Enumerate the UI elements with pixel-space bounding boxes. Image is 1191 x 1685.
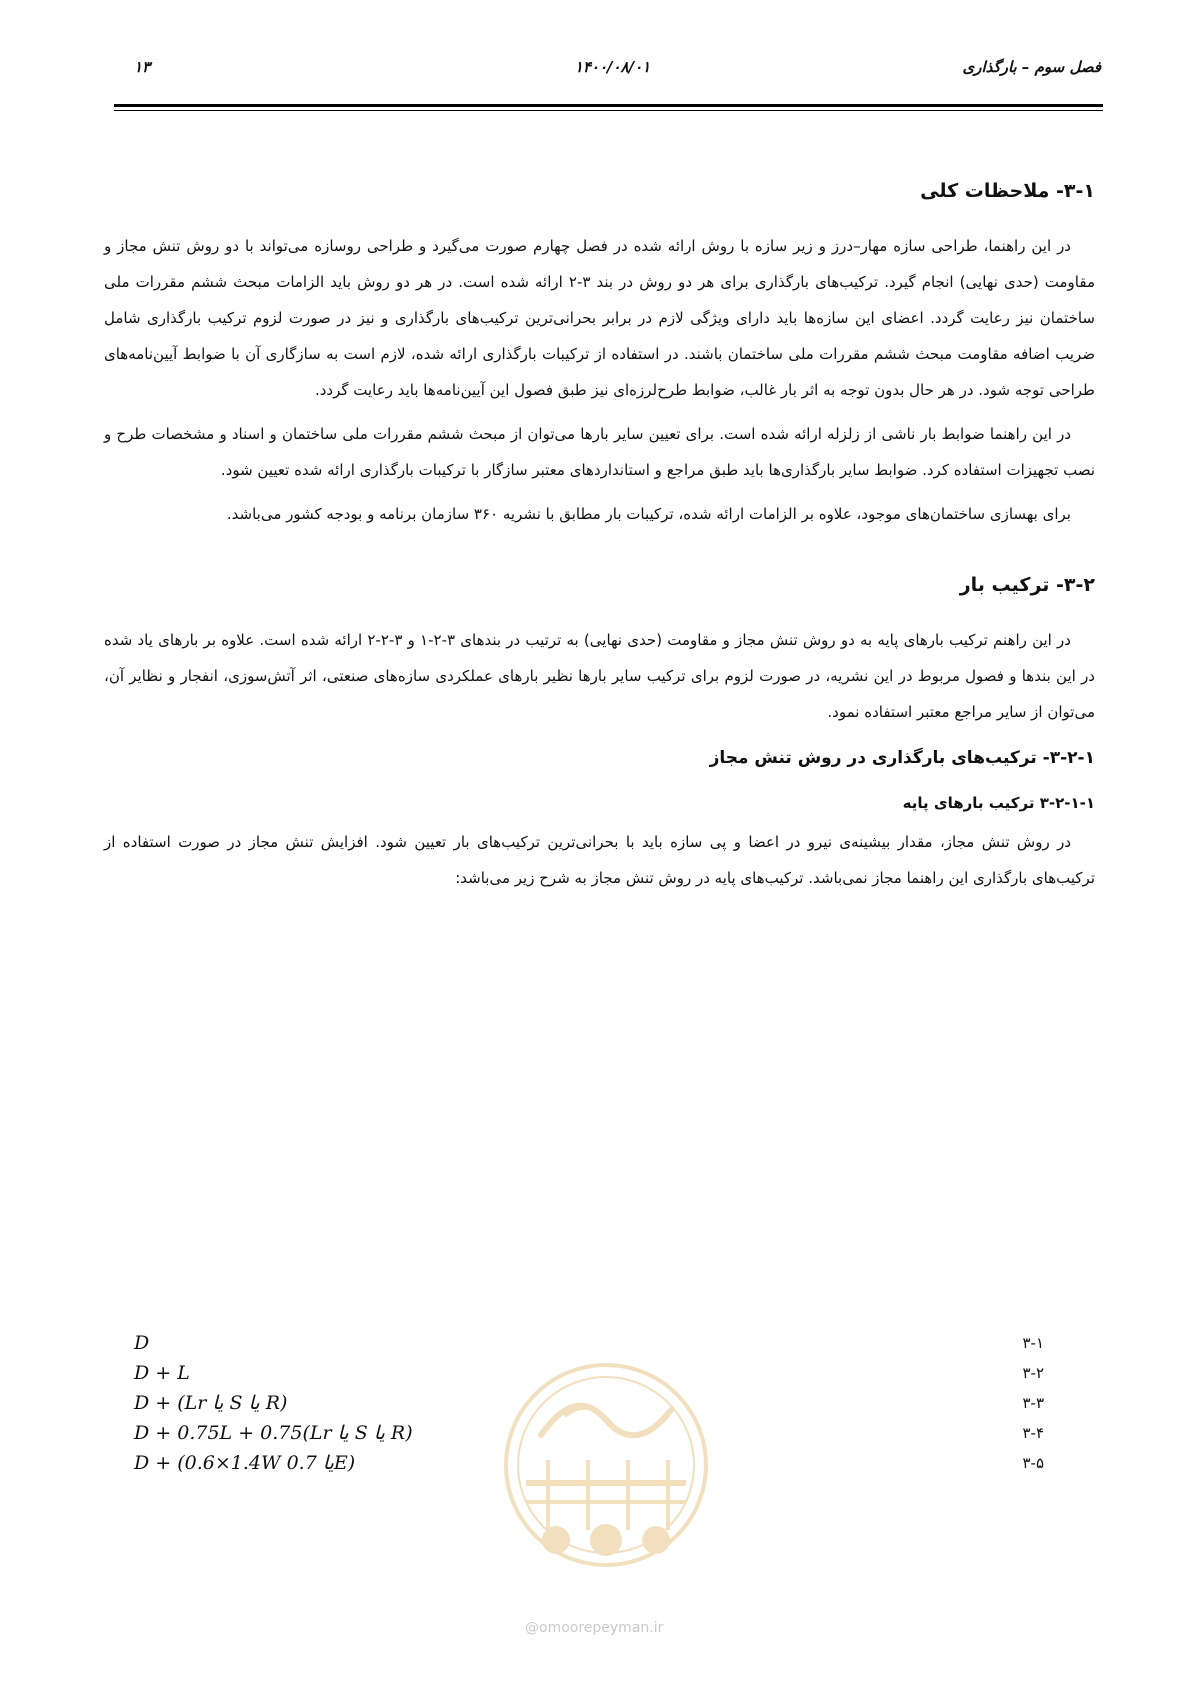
equation-number: ۳-۱ [1022, 1334, 1044, 1352]
section-heading-load-combination: ۳-۲- ترکیب بار [959, 574, 1095, 596]
paragraph: در این راهنما، طراحی سازه مهار–درز و زیر سازه با روش ارائه شده در فصل چهارم صورت می‌گیرد و طراحی روسازه می‌تواند با دو روش تنش مجاز و مقاومت (حدی نهایی) انجام گیرد. ترکیب‌های بارگذاری برای هر دو روش در بند ۳-۲ ارائه شده است. در هر دو روش باید الزامات مبحث ششم مقررات ملی ساختمان نیز رعایت گردد. اعضای این سازه‌ها باید دارای ویژگی لازم در برابر بحرانی‌ترین ترکیب‌های بارگذاری و نیز در صورت لزوم ترکیب بارگذاری شامل ضریب اضافه مقاومت مبحث ششم مقررات ملی ساختمان باشند. در استفاده از ترکیبات بارگذاری ارائه شده، لازم است به سازگاری آن با ضوابط آیین‌نامه‌های طراحی توجه شود. در هر حال بدون توجه به اثر بار غالب، ضوابط طرح‌لرزه‌ای نیز طبق فصول این آیین‌نامه‌ها باید رعایت گردد. [104, 237, 1095, 399]
paragraph: در این راهنم ترکیب بارهای پایه به دو روش تنش مجاز و مقاومت (حدی نهایی) به ترتیب در بندهای ۳-۲-۱ و ۳-۲-۲ ارائه شده است. علاوه بر بارهای یاد شده در این بندها و فصول مربوط در این نشریه، در صورت لزوم برای ترکیب سایر بارها نظیر بارهای عملکردی سازه‌های صنعتی، اثر آتش‌سوزی، انفجار و نظایر آن، می‌توان از سایر مراجع معتبر استفاده نمود. [104, 631, 1095, 721]
section-heading-general-considerations: ۳-۱- ملاحظات کلی [920, 180, 1095, 202]
equation-expression: D + L [134, 1362, 190, 1384]
equation-row [134, 1332, 1044, 1362]
equation-expression: D + (Lr یا S یا R) [134, 1392, 288, 1414]
watermark-caption: @omoorepeyman.ir [525, 1620, 664, 1636]
equation-number: ۳-۴ [1022, 1424, 1044, 1442]
equation-row [134, 1392, 1044, 1422]
page-header [124, 58, 1101, 88]
subsubsection-heading-basic-loads: ۳-۲-۱-۱ ترکیب بارهای پایه [902, 794, 1095, 812]
equation-expression: D + (0.6×1.4W یا 0.7E) [134, 1452, 356, 1474]
header-date: ۱۴۰۰/۰۸/۰۱ [574, 58, 651, 76]
chapter-title: فصل سوم – بارگذاری [962, 58, 1101, 76]
paragraph: برای بهسازی ساختمان‌های موجود، علاوه بر الزامات ارائه شده، ترکیبات بار مطابق با نشریه ۳۶۰ سازمان برنامه و بودجه کشور می‌باشد. [226, 505, 1071, 523]
load-combination-equations [134, 1332, 1044, 1532]
paragraph: در روش تنش مجاز، مقدار بیشینه‌ی نیرو در اعضا و پی سازه باید با بحرانی‌ترین ترکیب‌های بار تعیین شود. افزایش تنش مجاز در صورت استفاده از ترکیب‌های بارگذاری این راهنما مجاز نمی‌باشد. ترکیب‌های پایه در روش تنش مجاز به شرح زیر می‌باشد: [104, 833, 1095, 887]
equation-number: ۳-۳ [1022, 1394, 1044, 1412]
page-content [104, 180, 1095, 904]
page-number: ۱۳ [134, 58, 151, 76]
equation-row [134, 1452, 1044, 1482]
header-rule-thin [114, 110, 1103, 111]
paragraph: در این راهنما ضوابط بار ناشی از زلزله ارائه شده است. برای تعیین سایر بارها می‌توان از مبحث ششم مقررات ملی ساختمان و اسناد و مشخصات طرح و نصب تجهیزات استفاده کرد. ضوابط سایر بارگذاری‌ها باید طبق مراجع و استانداردهای معتبر سازگار با ترکیبات بارگذاری ارائه شده تعیین شود. [104, 425, 1095, 479]
equation-row [134, 1362, 1044, 1392]
equation-row [134, 1422, 1044, 1452]
equation-expression: D [134, 1332, 150, 1354]
header-rule-thick [114, 104, 1103, 107]
equation-expression: D + 0.75L + 0.75(Lr یا S یا R) [134, 1422, 413, 1444]
equation-number: ۳-۲ [1022, 1364, 1044, 1382]
subsection-heading-allowable-stress: ۳-۲-۱- ترکیب‌های بارگذاری در روش تنش مجاز [709, 748, 1095, 768]
equation-number: ۳-۵ [1022, 1454, 1044, 1472]
